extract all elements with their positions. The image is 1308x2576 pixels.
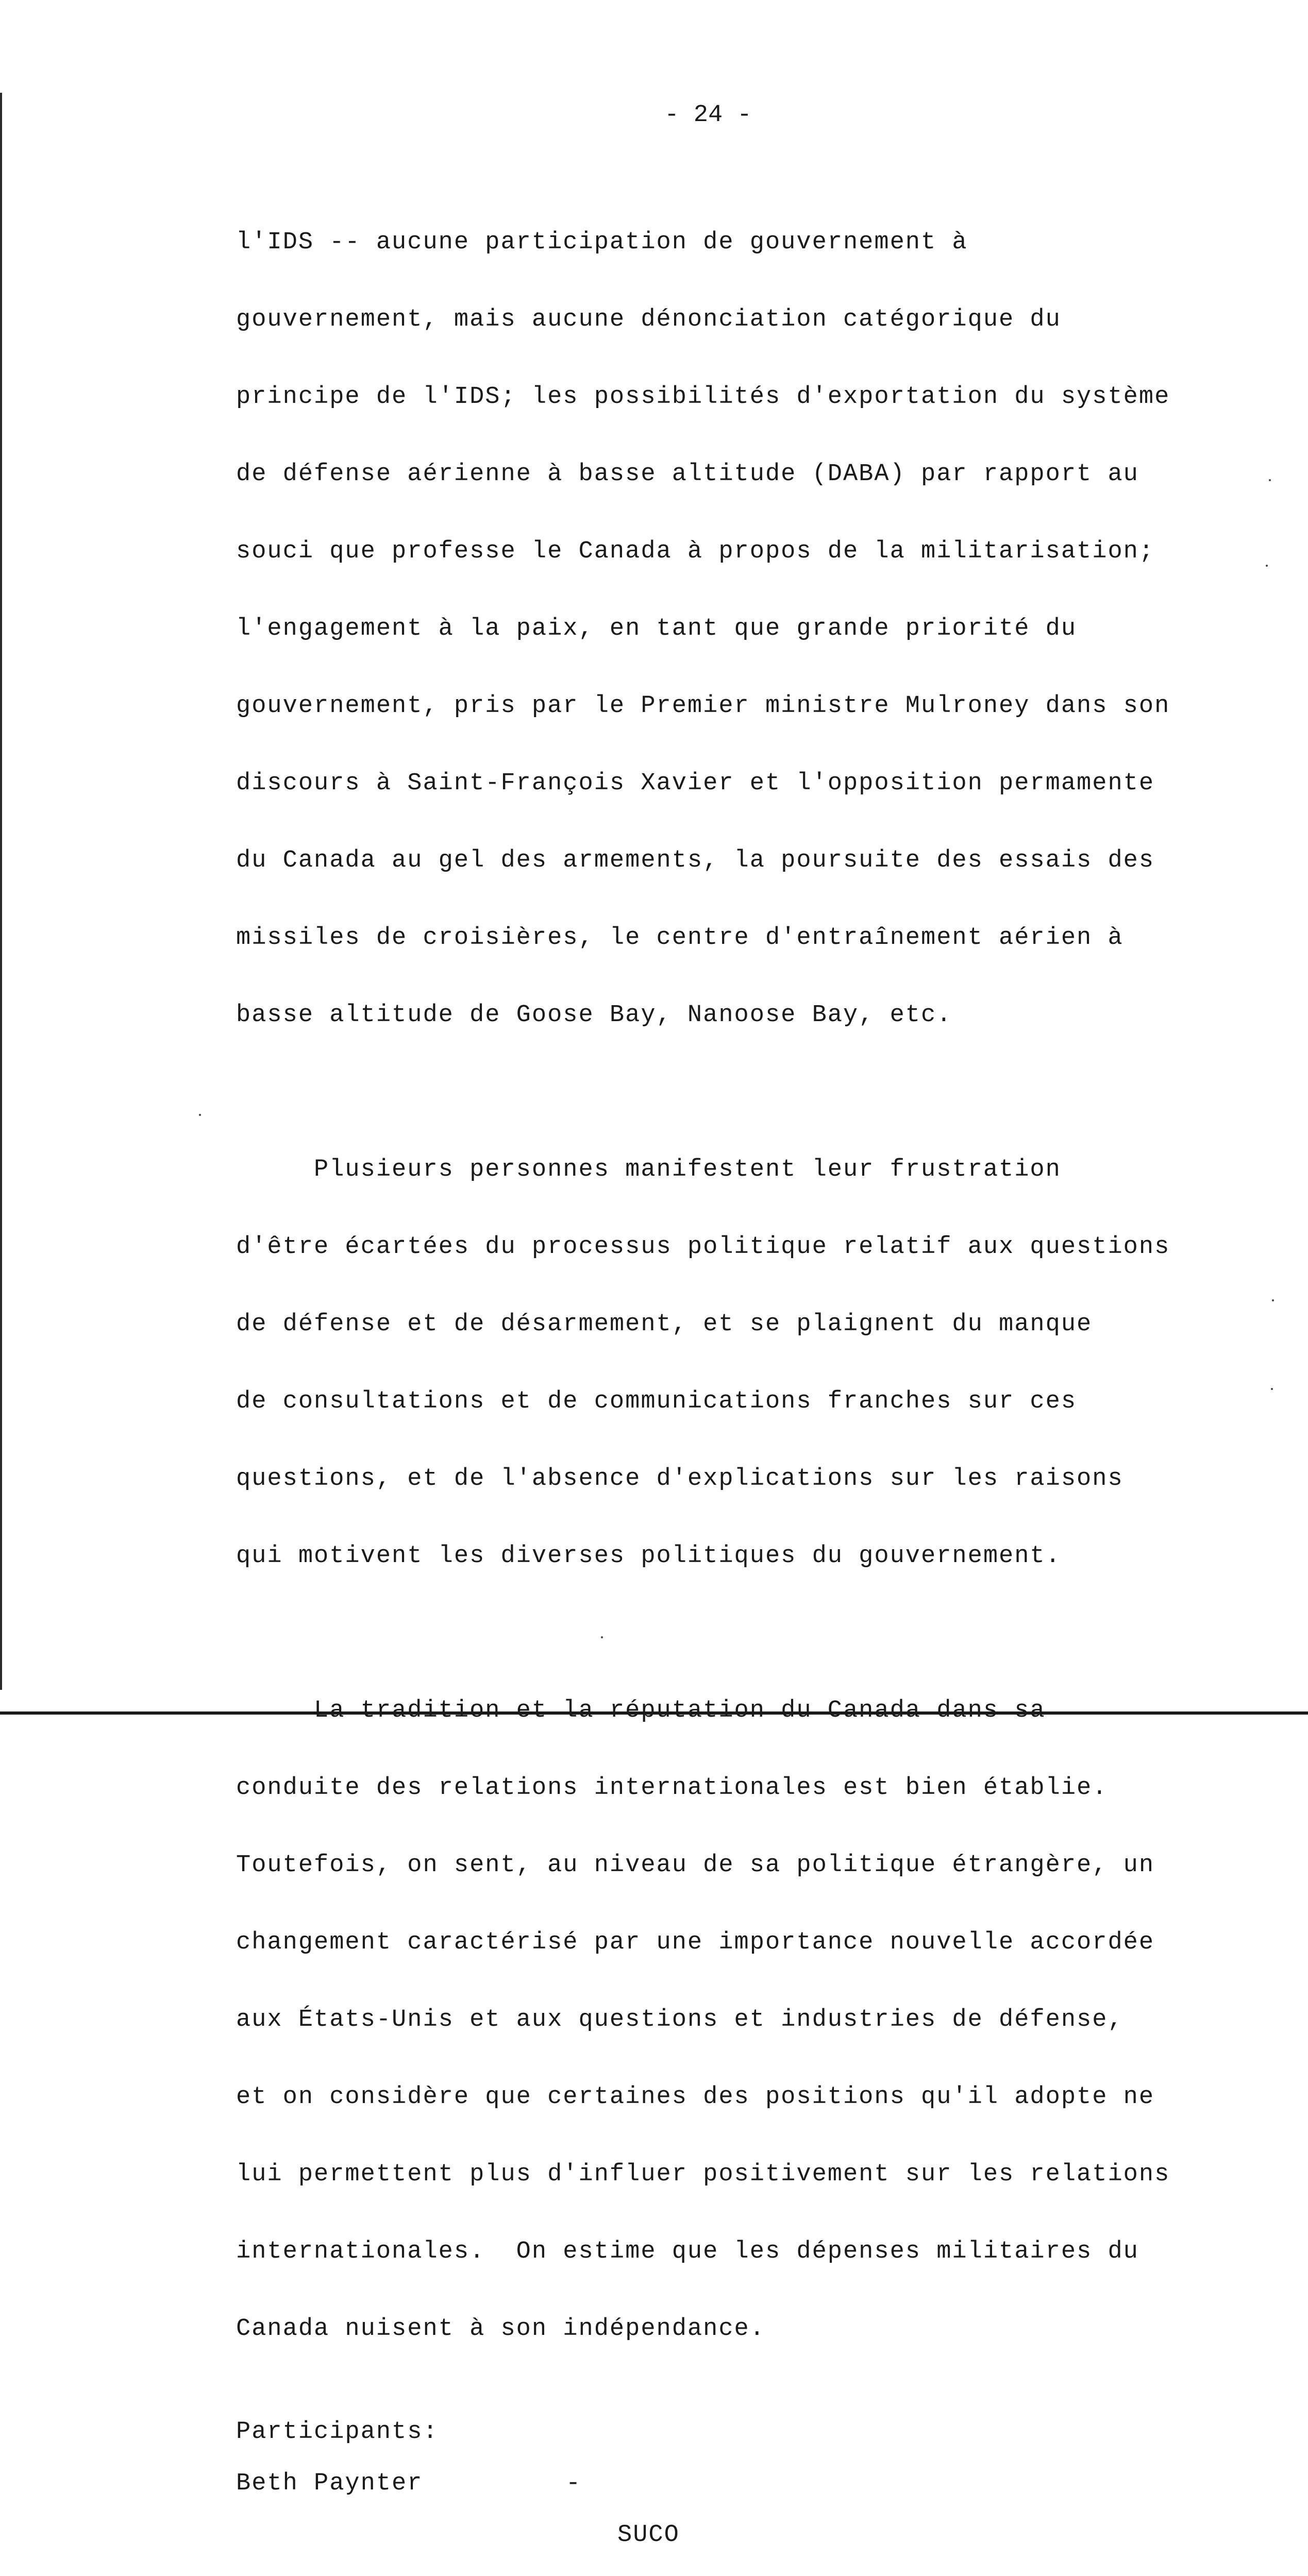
text-line: La tradition et la réputation du Canada dans sa <box>236 1697 1046 1724</box>
text-line: gouvernement, pris par le Premier ministre Mulroney dans son <box>236 692 1170 720</box>
text-line: l'engagement à la paix, en tant que grande priorité du <box>236 615 1077 642</box>
text-line: Plusieurs personnes manifestent leur frustration <box>236 1156 1061 1183</box>
scan-speck <box>601 1636 603 1638</box>
text-line: Toutefois, on sent, au niveau de sa politique étrangère, un <box>236 1852 1155 1879</box>
paragraph-1 <box>236 178 1246 1080</box>
paragraph-2 <box>236 1106 1246 1621</box>
scan-speck <box>199 1114 201 1116</box>
text-line: questions, et de l'absence d'explications sur les raisons <box>236 1465 1123 1493</box>
text-line: l'IDS -- aucune participation de gouvernement à <box>236 229 968 256</box>
text-line: de consultations et de communications franches sur ces <box>236 1388 1077 1415</box>
scan-left-edge <box>0 93 2 1690</box>
participant-name: Beth Paynter <box>236 2470 423 2497</box>
text-line: de défense aérienne à basse altitude (DABA) par rapport au <box>236 461 1139 488</box>
text-line: internationales. On estime que les dépenses militaires du <box>236 2238 1139 2265</box>
text-line: souci que professe le Canada à propos de la militarisation; <box>236 538 1155 565</box>
scan-speck <box>1266 565 1268 567</box>
text-line: qui motivent les diverses politiques du gouvernement. <box>236 1543 1061 1570</box>
participant-row <box>236 2471 1246 2576</box>
scan-speck <box>1272 1299 1274 1301</box>
page-number: - 24 - <box>664 101 752 129</box>
paragraph-3 <box>236 1647 1246 2394</box>
participants-list <box>236 2471 1246 2576</box>
text-line: Canada nuisent à son indépendance. <box>236 2315 765 2343</box>
dash-separator: - <box>566 2470 582 2497</box>
text-line: aux États-Unis et aux questions et industries de défense, <box>236 2006 1123 2033</box>
text-line: gouvernement, mais aucune dénonciation catégorique du <box>236 306 1061 333</box>
scan-speck <box>1271 1388 1273 1390</box>
document-body <box>236 178 1246 2576</box>
text-line: principe de l'IDS; les possibilités d'exportation du système <box>236 383 1170 411</box>
text-line: conduite des relations internationales est bien établie. <box>236 1774 1108 1802</box>
text-line: discours à Saint-François Xavier et l'opposition permamente <box>236 770 1155 797</box>
text-line: basse altitude de Goose Bay, Nanoose Bay, etc. <box>236 1002 952 1029</box>
participant-organization <box>617 2471 1246 2576</box>
text-line: lui permettent plus d'influer positivement sur les relations <box>236 2161 1170 2188</box>
text-line: changement caractérisé par une importance nouvelle accordée <box>236 1929 1155 1956</box>
text-line: d'être écartées du processus politique relatif aux questions <box>236 1233 1170 1261</box>
text-line: de défense et de désarmement, et se plaignent du manque <box>236 1311 1093 1338</box>
participants-heading: Participants: <box>236 2418 439 2446</box>
org-line: SUCO <box>617 2521 680 2549</box>
text-line: et on considère que certaines des positions qu'il adopte ne <box>236 2083 1155 2111</box>
scan-speck <box>1269 479 1271 481</box>
text-line: missiles de croisières, le centre d'entraînement aérien à <box>236 924 1123 952</box>
text-line: du Canada au gel des armements, la poursuite des essais des <box>236 847 1155 874</box>
